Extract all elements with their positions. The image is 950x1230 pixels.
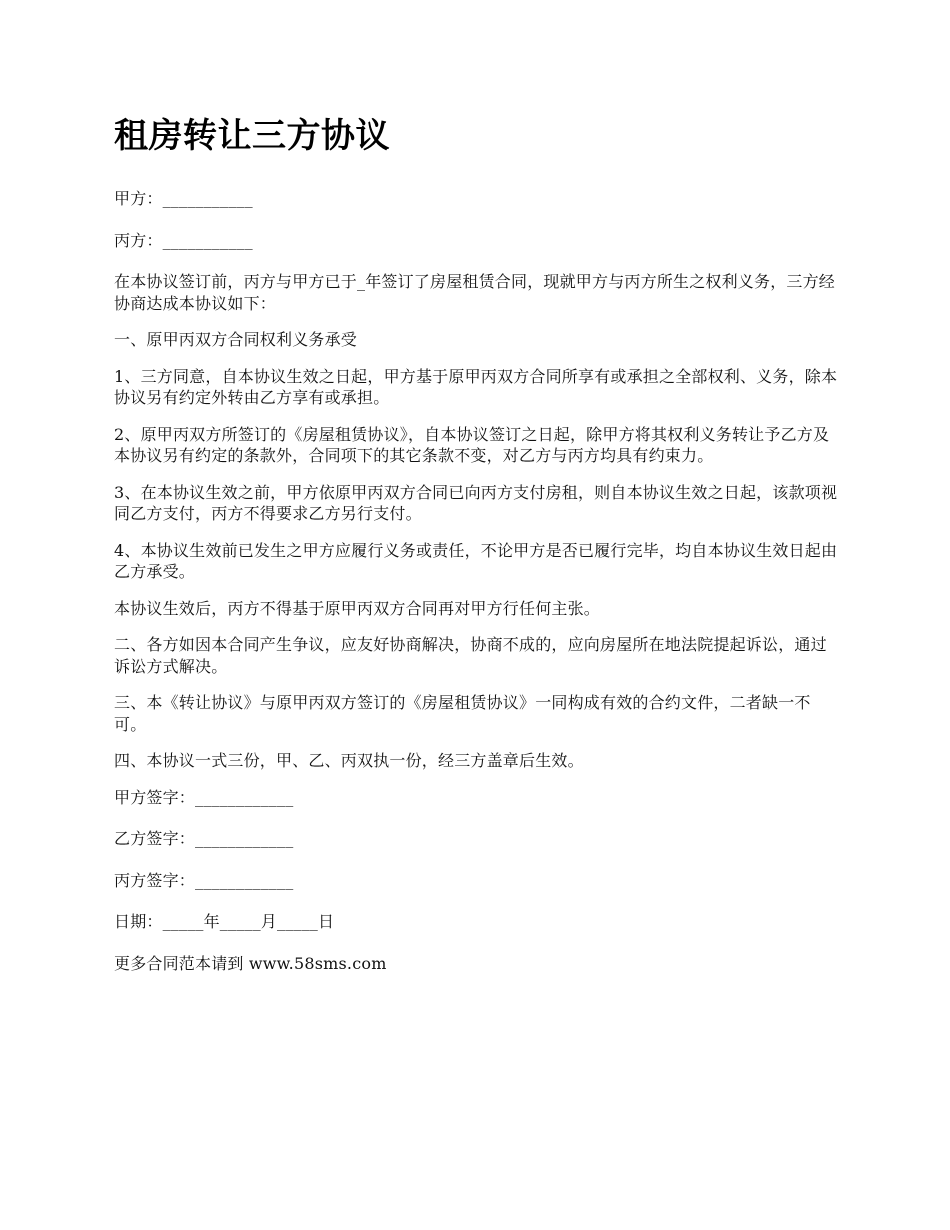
party-c-signature-field: 丙方签字：____________ [114,870,294,890]
document-title: 租房转让三方协议 [114,116,390,156]
section-four-paragraph: 四、本协议一式三份，甲、乙、丙双执一份，经三方盖章后生效。 [114,751,584,770]
section-three-paragraph: 三、本《转让协议》与原甲丙双方签订的《房屋租赁协议》一同构成有效的合约文件，二者缺一不可。 [114,693,811,734]
section-one-heading: 一、原甲丙双方合同权利义务承受 [114,330,358,349]
clause-4-paragraph: 4、本协议生效前已发生之甲方应履行义务或责任，不论甲方是否已履行完毕，均自本协议生效日起由乙方承受。 [114,540,838,581]
effective-note-paragraph: 本协议生效后，丙方不得基于原甲丙双方合同再对甲方行任何主张。 [114,598,601,618]
party-b-signature-field: 乙方签字：____________ [114,829,294,848]
party-a-field: 甲方：___________ [114,189,253,208]
footer-website-text: 更多合同范本请到 www.58sms.com [114,953,387,973]
document-content [114,110,842,994]
section-two-paragraph: 二、各方如因本合同产生争议，应友好协商解决，协商不成的，应向房屋所在地法院提起诉讼，通过诉讼方式解决。 [114,635,827,676]
party-c-field: 丙方：___________ [114,230,253,250]
clause-1-paragraph: 1、三方同意，自本协议生效之日起，甲方基于原甲丙双方合同所享有或承担之全部权利、义务，除本协议另有约定外转由乙方享有或承担。 [114,366,838,407]
party-a-signature-field: 甲方签字：____________ [114,787,294,807]
clause-2-paragraph: 2、原甲丙双方所签订的《房屋租赁协议》，自本协议签订之日起，除甲方将其权利义务转让予乙方及本协议另有约定的条款外，合同项下的其它条款不变，对乙方与丙方均具有约束力。 [114,424,830,465]
date-field: 日期：_____年_____月_____日 [114,912,335,931]
clause-3-paragraph: 3、在本协议生效之前，甲方依原甲丙双方合同已向丙方支付房租，则自本协议生效之日起，该款项视同乙方支付，丙方不得要求乙方另行支付。 [114,482,838,523]
preamble-paragraph: 在本协议签订前，丙方与甲方已于_年签订了房屋租赁合同，现就甲方与丙方所生之权利义务，三方经协商达成本协议如下： [114,272,836,313]
